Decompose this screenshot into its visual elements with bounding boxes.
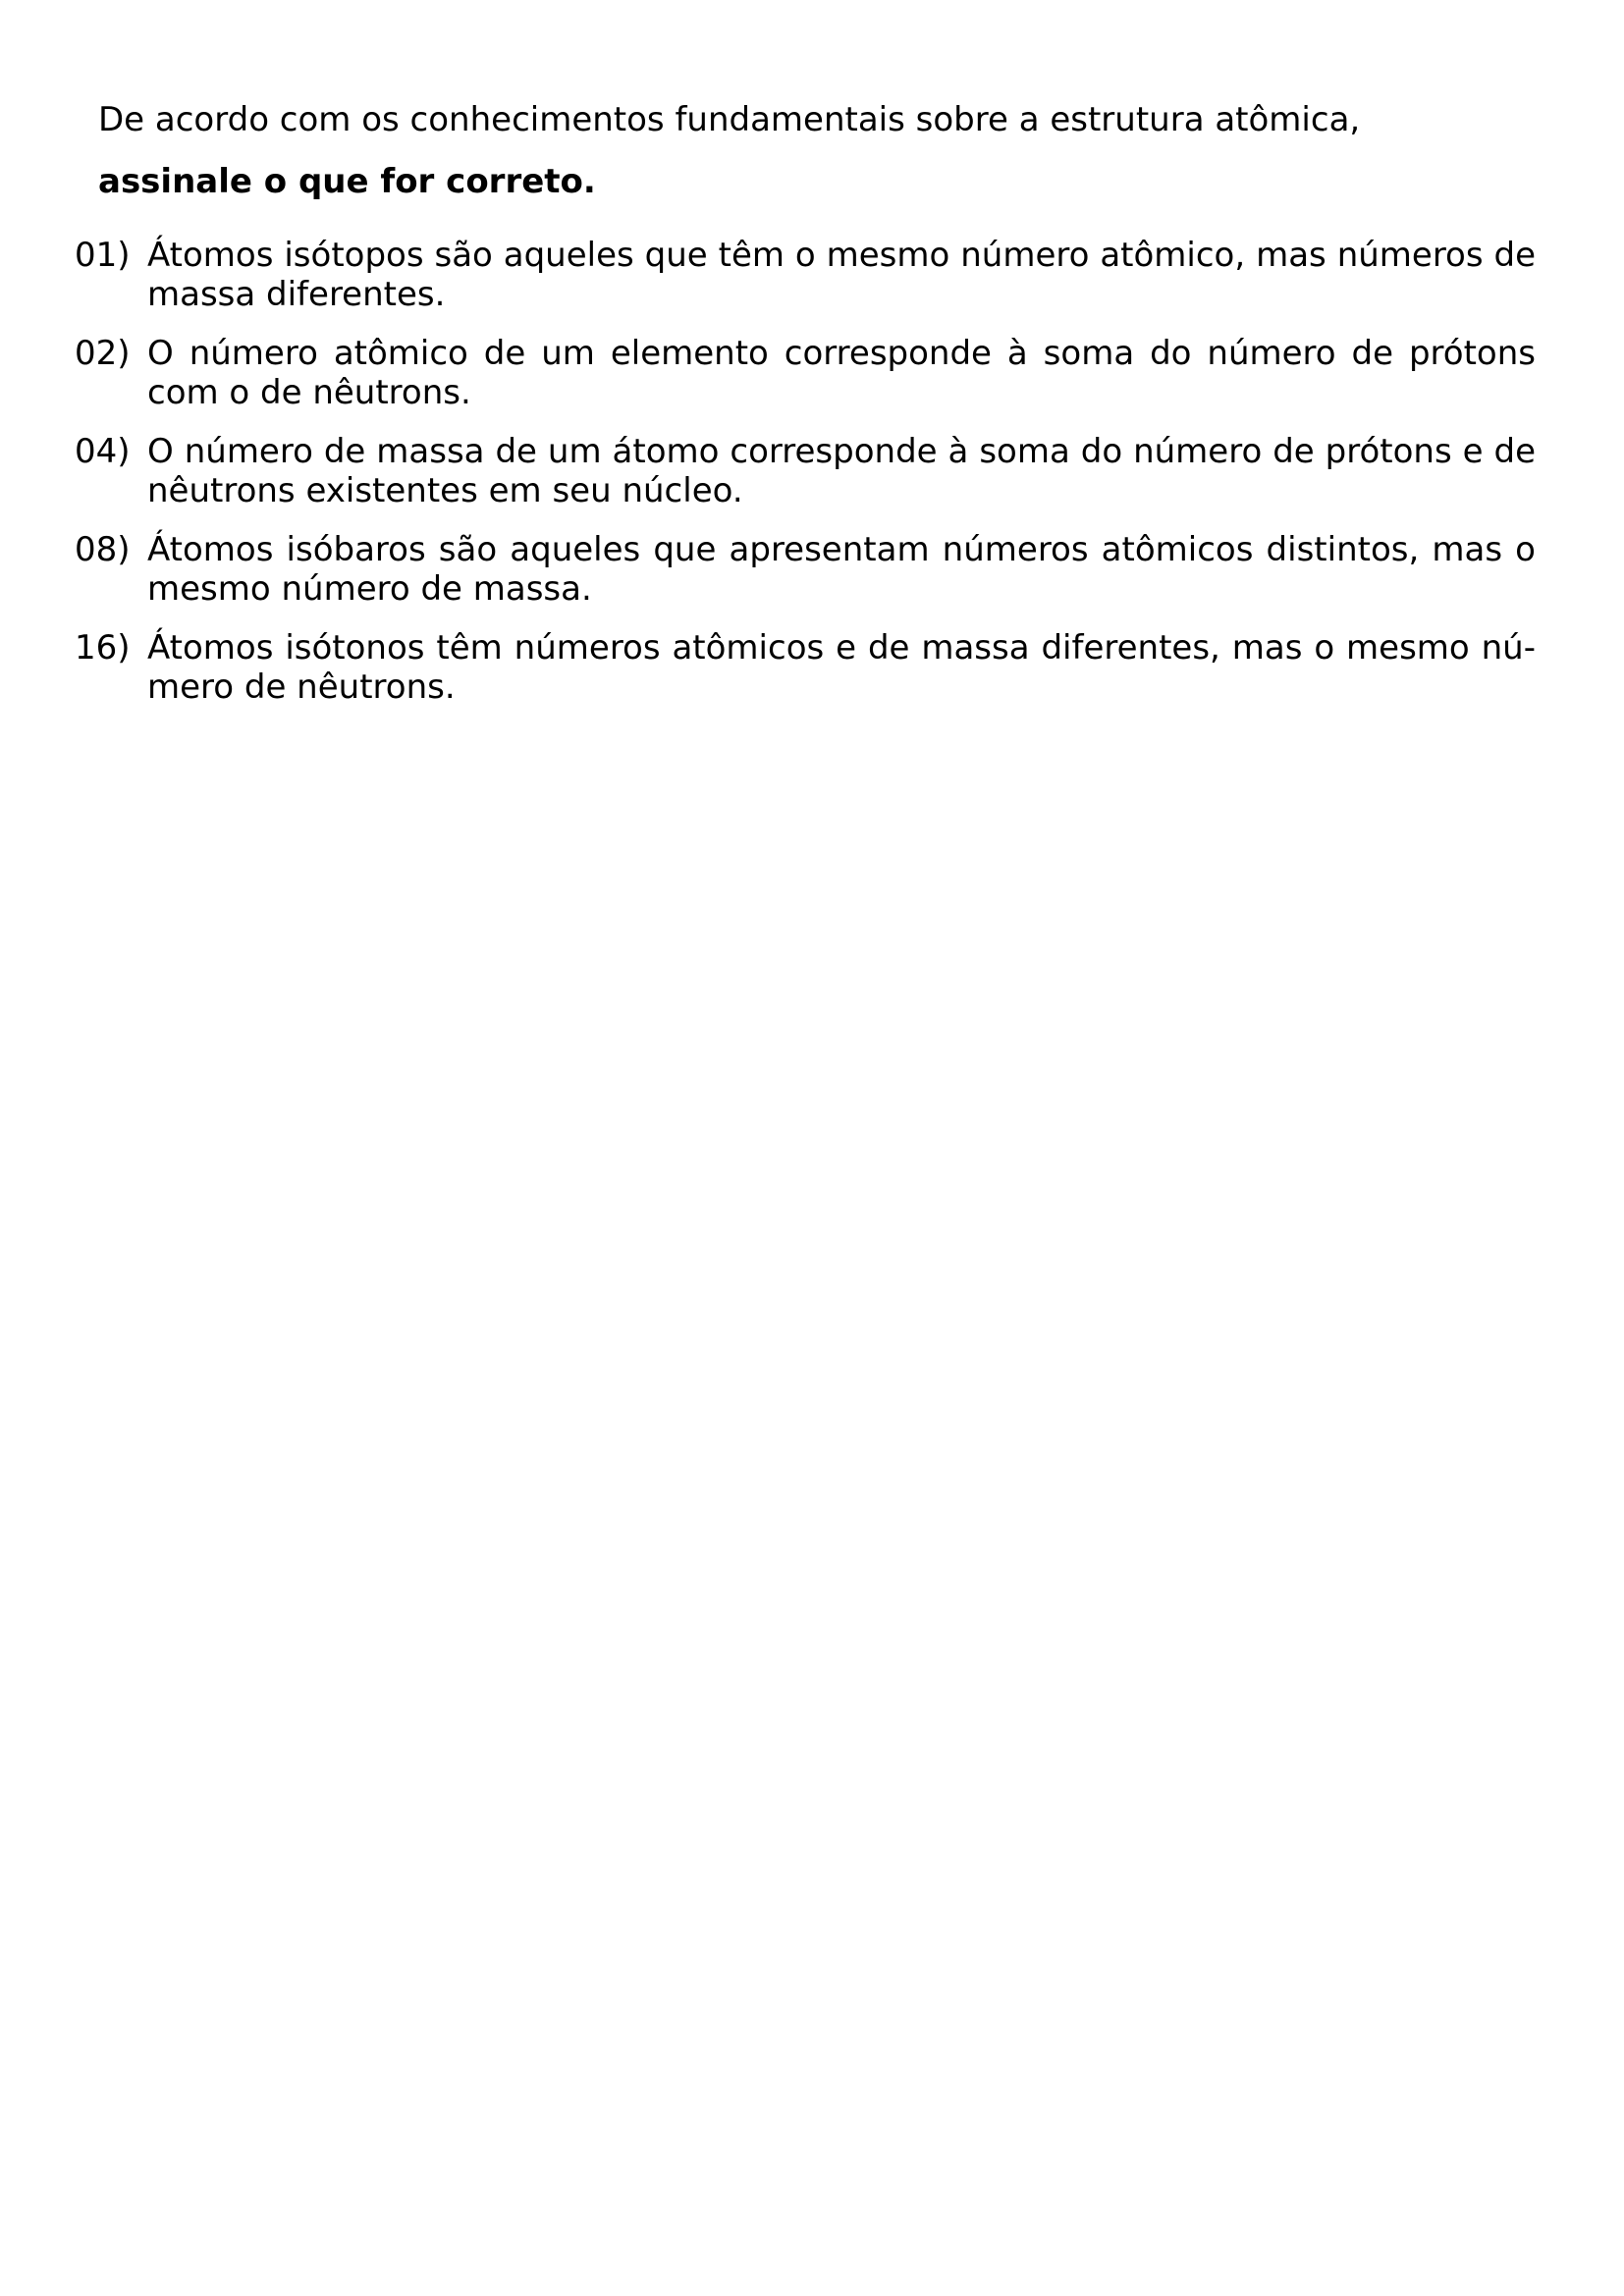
option-text: Átomos isótopos são aqueles que têm o mesmo número atômico, mas números de massa diferentes. (147, 236, 1536, 314)
option-text: Átomos isótonos têm números atômicos e de massa diferentes, mas o mesmo nú-mero de nêutrons. (147, 628, 1536, 707)
option-text: O número de massa de um átomo corresponde à soma do número de prótons e de nêutrons existentes em seu núcleo. (147, 432, 1536, 510)
answer-option (75, 334, 1536, 412)
option-text: O número atômico de um elemento corresponde à soma do número de prótons com o de nêutrons. (147, 334, 1536, 412)
question-intro: De acordo com os conhecimentos fundamentais sobre a estrutura atômica, (98, 100, 1361, 139)
answer-option (75, 530, 1536, 609)
option-number: 01) (75, 236, 131, 275)
option-number: 04) (75, 432, 131, 471)
option-number: 16) (75, 628, 131, 667)
option-text: Átomos isóbaros são aqueles que apresentam números atômicos distintos, mas o mesmo número de massa. (147, 530, 1536, 609)
answer-options-list (75, 236, 1536, 726)
question-instruction: assinale o que for correto. (98, 162, 596, 201)
answer-option (75, 432, 1536, 510)
answer-option (75, 236, 1536, 314)
option-number: 02) (75, 334, 131, 373)
answer-option (75, 628, 1536, 707)
option-number: 08) (75, 530, 131, 569)
